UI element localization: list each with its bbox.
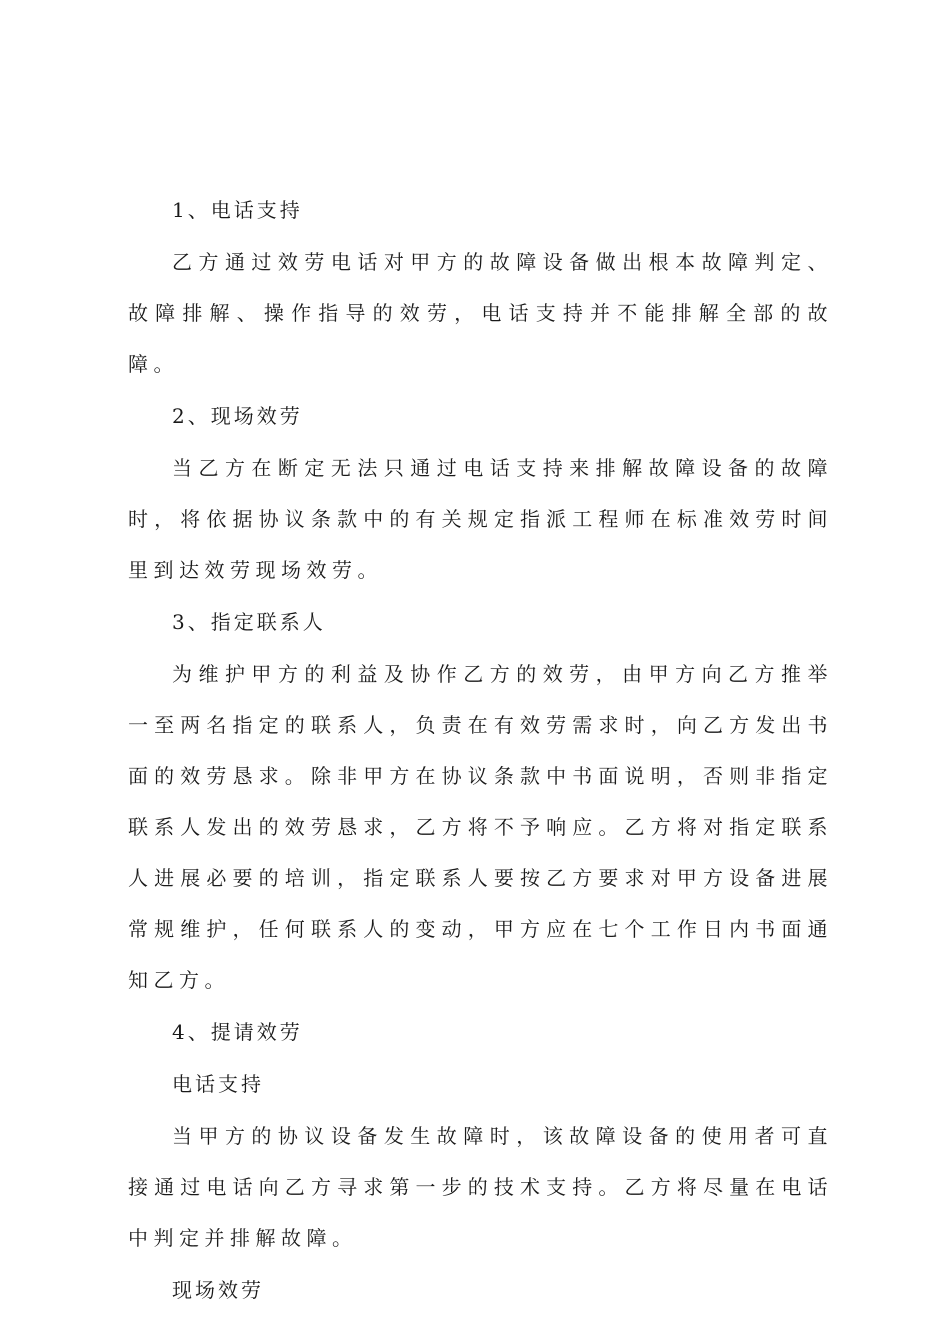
paragraph-onsite-service: 当乙方在断定无法只通过电话支持来排解故障设备的故障时，将依据协议条款中的有关规定指派工程师在标准效劳时间里到达效劳现场效劳。 bbox=[128, 456, 833, 582]
section-heading-request-service: 4、提请效劳 bbox=[172, 1020, 303, 1044]
subheading-onsite-service: 现场效劳 bbox=[172, 1278, 264, 1302]
section-heading-onsite-service: 2、现场效劳 bbox=[172, 404, 303, 428]
paragraph-request-phone-support: 当甲方的协议设备发生故障时，该故障设备的使用者可直接通过电话向乙方寻求第一步的技术支持。乙方将尽量在电话中判定并排解故障。 bbox=[128, 1124, 833, 1250]
subheading-phone-support: 电话支持 bbox=[172, 1072, 264, 1096]
paragraph-phone-support: 乙方通过效劳电话对甲方的故障设备做出根本故障判定、故障排解、操作指导的效劳，电话支持并不能排解全部的故障。 bbox=[128, 250, 833, 376]
section-heading-designated-contact: 3、指定联系人 bbox=[172, 610, 326, 634]
paragraph-designated-contact: 为维护甲方的利益及协作乙方的效劳，由甲方向乙方推举一至两名指定的联系人，负责在有效劳需求时，向乙方发出书面的效劳恳求。除非甲方在协议条款中书面说明，否则非指定联系人发出的效劳恳求，乙方将不予响应。乙方将对指定联系人进展必要的培训，指定联系人要按乙方要求对甲方设备进展常规维护，任何联系人的变动，甲方应在七个工作日内书面通知乙方。 bbox=[128, 662, 833, 992]
section-heading-phone-support: 1、电话支持 bbox=[172, 198, 303, 222]
document-body bbox=[128, 185, 833, 1317]
